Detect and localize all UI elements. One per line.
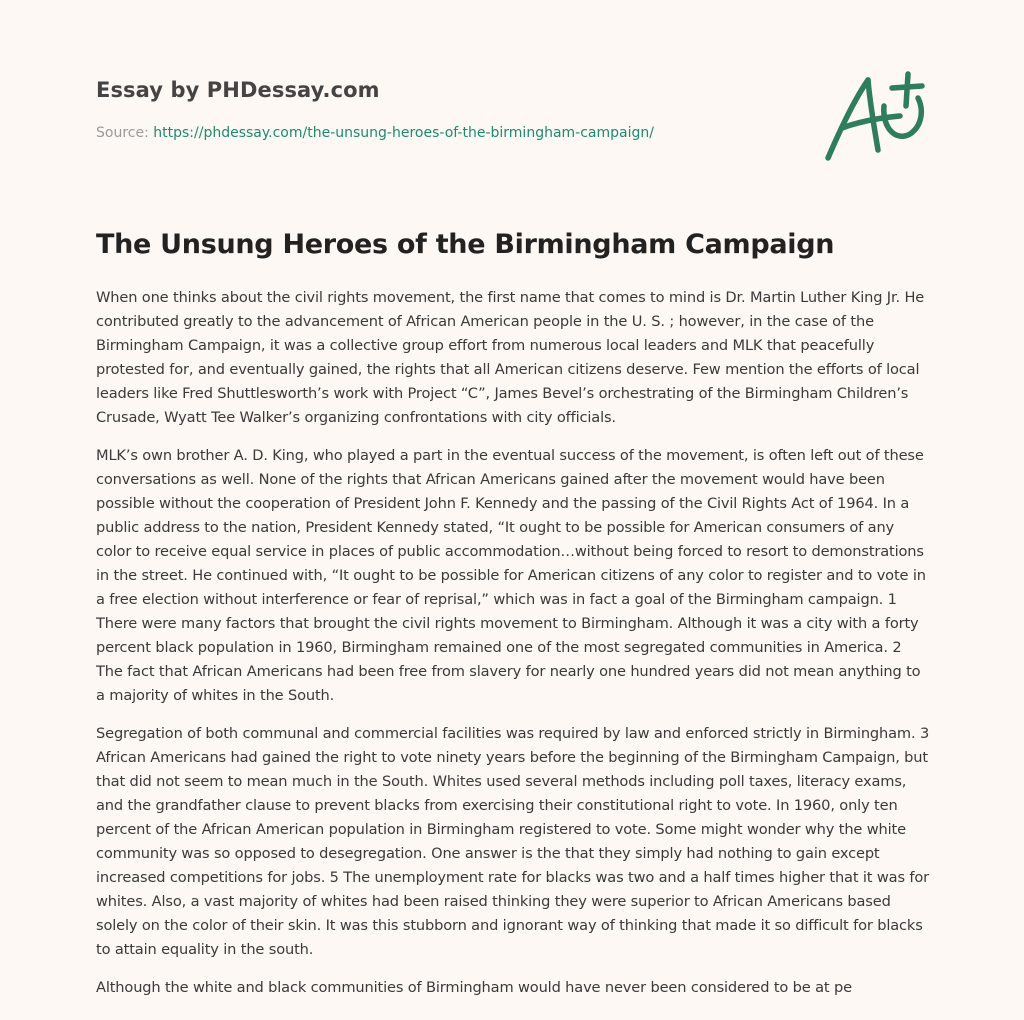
article-paragraph-1: When one thinks about the civil rights movement, the first name that comes to mind is Dr. Martin Luther King Jr. He contributed greatly to the advancement of African American people in the U. S. ; however, in the case of the Birmingham Campaign, it was a collective group effort from numerous local leaders and MLK that peacefully protested for, and eventually gained, the rights that all American citizens deserve. Few mention the efforts of local leaders like Fred Shuttlesworth’s work with Project “C”, James Bevel’s orchestrating of the Birmingham Children’s Crusade, Wyatt Tee Walker’s organizing confrontations with city officials. <box>96 289 925 426</box>
article-paragraph-2: MLK’s own brother A. D. King, who played a part in the eventual success of the movement, is often left out of these conversations as well. None of the rights that African Americans gained after the movement would have been possible without the cooperation of President John F. Kennedy and the passing of the Civil Rights Act of 1964. In a public address to the nation, President Kennedy stated, “It ought to be possible for American consumers of any color to receive equal service in places of public accommodation…without being forced to resort to demonstrations in the street. He continued with, “It ought to be possible for American citizens of any color to register and to vote in a free election without interference or fear of reprisal,” which was in fact a goal of the Birmingham campaign. 1 There were many factors that brought the civil rights movement to Birmingham. Although it was a city with a forty percent black population in 1960, Birmingham remained one of the most segregated communities in America. 2 The fact that African Americans had been free from slavery for nearly one hundred years did not mean anything to a majority of whites in the South. <box>96 447 926 704</box>
article-body <box>96 286 930 1000</box>
article-title: The Unsung Heroes of the Birmingham Campaign <box>96 229 835 260</box>
source-label: Source: <box>96 125 154 141</box>
article-paragraph-4: Although the white and black communities of Birmingham would have never been considered to be at pe <box>96 979 852 996</box>
site-header <box>96 76 796 104</box>
source-link[interactable]: https://phdessay.com/the-unsung-heroes-of-the-birmingham-campaign/ <box>153 125 654 141</box>
article-paragraph-3: Segregation of both communal and commercial facilities was required by law and enforced strictly in Birmingham. 3 African Americans had gained the right to vote ninety years before the beginning of the Birmingham Campaign, but that did not seem to mean much in the South. Whites used several methods including poll taxes, literacy exams, and the grandfather clause to prevent blacks from exercising their constitutional right to vote. In 1960, only ten percent of the African American population in Birmingham registered to vote. Some might wonder why the white community was so opposed to desegregation. One answer is the that they simply had nothing to gain except increased competitions for jobs. 5 The unemployment rate for blacks was two and a half times higher that it was for whites. Also, a vast majority of whites had been raised thinking they were superior to African Americans based solely on the color of their skin. It was this stubborn and ignorant way of thinking that made it so difficult for blacks to attain equality in the south. <box>96 725 930 958</box>
brand-title: Essay by PHDessay.com <box>96 78 380 102</box>
a-plus-icon <box>818 66 930 166</box>
source-line <box>96 124 654 142</box>
